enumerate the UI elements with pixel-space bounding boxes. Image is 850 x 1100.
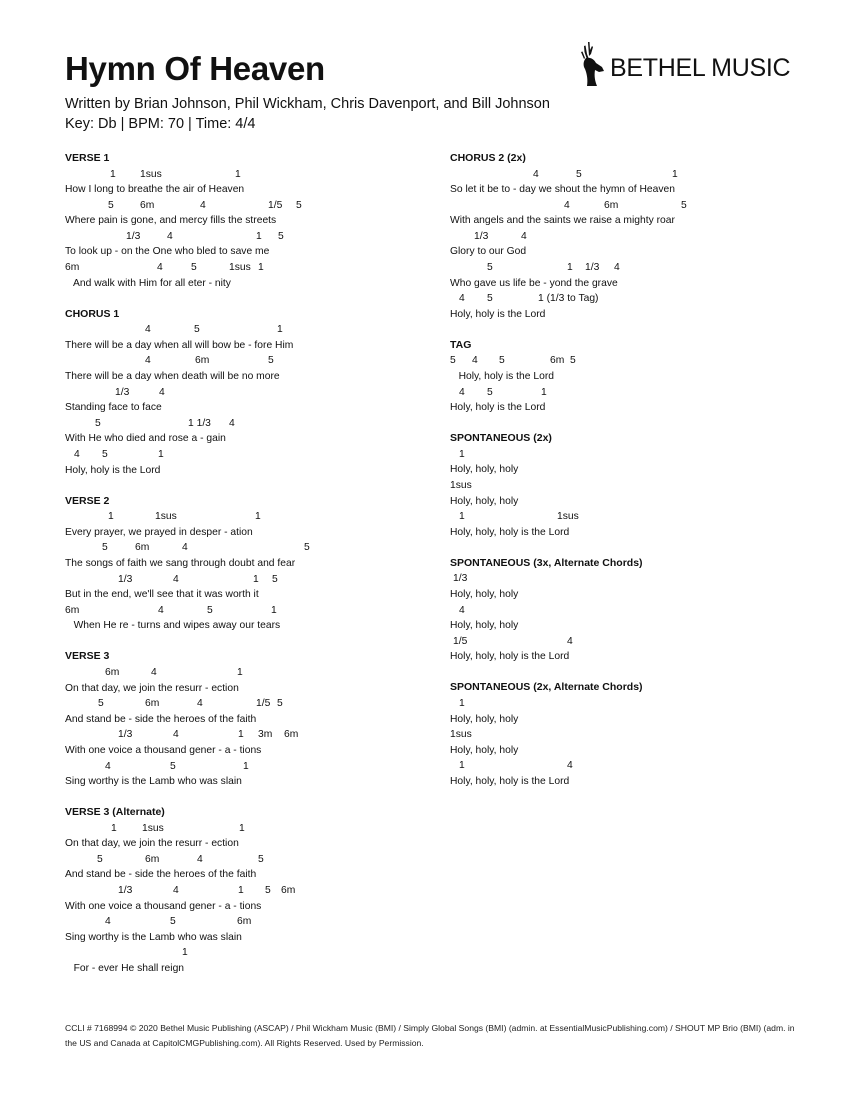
chord: 1: [459, 697, 465, 709]
chord: 5: [207, 604, 213, 616]
chord-line: [450, 696, 830, 712]
lyric-line: Holy, holy is the Lord: [65, 464, 161, 476]
lyric-line: Holy, holy is the Lord: [450, 371, 554, 383]
song-section: [450, 338, 830, 416]
lyric-line: For - ever He shall reign: [65, 963, 185, 975]
chord: 4: [459, 293, 465, 305]
chord: 1 (1/3 to Tag): [538, 293, 599, 305]
chord: 1sus: [140, 168, 162, 180]
section-heading: VERSE 2: [65, 494, 110, 507]
chord: 1sus: [557, 511, 579, 523]
chord: 1 1/3: [188, 417, 211, 429]
chord-line: [450, 167, 830, 183]
chord: 4: [533, 168, 539, 180]
chord-line: [450, 634, 830, 650]
chord: 5: [194, 324, 200, 336]
song-section: [450, 556, 830, 665]
chord: 4: [74, 449, 80, 460]
chord: 1/3: [585, 262, 600, 274]
section-heading: CHORUS 1: [65, 307, 120, 320]
chord-line: [450, 603, 830, 619]
chord-line: [65, 883, 445, 899]
lyric-line: Sing worthy is the Lamb who was slain: [65, 931, 242, 943]
chord: 5: [450, 355, 456, 367]
lyric-line: But in the end, we'll see that it was worth it: [65, 589, 259, 601]
song-section: [65, 805, 445, 976]
chord: 4: [459, 386, 465, 398]
section-heading: VERSE 3 (Alternate): [65, 806, 165, 819]
chord: 5: [98, 698, 104, 710]
chord: 4: [229, 417, 235, 429]
chord: 4: [173, 885, 179, 897]
lyric-line: How I long to breathe the air of Heaven: [65, 184, 245, 196]
chord-line: [65, 385, 445, 401]
song-section: [450, 431, 830, 540]
chord: 4: [159, 386, 165, 398]
chord: 5: [278, 230, 284, 242]
lyric-line: Holy, holy, holy is the Lord: [450, 526, 570, 538]
lyric-line: And stand be - side the heroes of the faith: [65, 869, 257, 881]
chord: 6m: [195, 355, 210, 367]
chord-line: [65, 696, 445, 712]
chord: 6m: [65, 262, 80, 274]
chord-line: [65, 572, 445, 588]
chord: 4: [567, 760, 573, 772]
chord: 1: [541, 386, 547, 398]
lyric-line: Holy, holy, holy is the Lord: [450, 651, 570, 663]
chord: 4: [197, 853, 203, 865]
chord-line: [65, 759, 445, 775]
chord: 1: [238, 885, 244, 897]
chord: 6m: [284, 729, 299, 741]
chord: 4: [472, 355, 478, 367]
chord: 5: [499, 355, 505, 367]
chord: 5: [304, 542, 310, 554]
lyric-line: There will be a day when all will bow be - fore Him: [65, 339, 294, 351]
chord: 5: [277, 698, 283, 710]
chord: 1/3: [115, 386, 130, 398]
chord: 4: [182, 542, 188, 554]
chord: 4: [158, 604, 164, 616]
chord-line: [450, 385, 830, 401]
lyric-line: Who gave us life be - yond the grave: [450, 277, 618, 289]
chord: 4: [105, 760, 111, 772]
lyric-line: And walk with Him for all eter - nity: [65, 277, 231, 289]
chord: 4: [145, 355, 151, 367]
chord-line: [65, 665, 445, 681]
chord-line: [65, 914, 445, 930]
chord: 1/5: [268, 199, 283, 211]
chord: 5: [258, 853, 264, 865]
chord: 5: [681, 199, 687, 211]
chord: 5: [272, 573, 278, 585]
chord-line: [65, 167, 445, 183]
chord-line: [65, 540, 445, 556]
lyric-line: 1sus: [450, 729, 472, 741]
chord-line: [65, 945, 445, 961]
lyric-line: Holy, holy, holy: [450, 495, 519, 507]
chord-line: [450, 229, 830, 245]
chord: 5: [108, 199, 114, 211]
chord: 1: [158, 449, 164, 460]
chord: 1sus: [229, 262, 251, 274]
chord-line: [65, 727, 445, 743]
chord: 4: [167, 230, 173, 242]
chord-line: [450, 353, 830, 369]
section-heading: SPONTANEOUS (2x, Alternate Chords): [450, 681, 643, 694]
chord: 1: [459, 511, 465, 523]
chord: 5: [102, 449, 108, 460]
chord: 6m: [105, 666, 120, 678]
chord: 5: [487, 386, 493, 398]
lyric-line: There will be a day when death will be no more: [65, 371, 280, 383]
lyric-line: Every prayer, we prayed in desper - ation: [65, 526, 253, 538]
song-title: Hymn Of Heaven: [65, 50, 325, 87]
writers-credit: Written by Brian Johnson, Phil Wickham, Chris Davenport, and Bill Johnson: [65, 96, 550, 112]
song-section: [450, 680, 830, 789]
chord: 5: [102, 542, 108, 554]
chord: 1: [238, 729, 244, 741]
lyric-line: Holy, holy, holy: [450, 588, 519, 600]
lyric-line: Holy, holy, holy: [450, 713, 519, 725]
chord: 1: [277, 324, 283, 336]
lyric-line: Holy, holy is the Lord: [450, 402, 546, 414]
lyric-line: With one voice a thousand gener - a - tions: [65, 900, 262, 912]
lyric-line: Glory to our God: [450, 246, 527, 258]
chord: 6m: [237, 916, 252, 928]
chord: 1: [108, 511, 114, 523]
chord: 1/3: [474, 230, 489, 242]
lyric-line: On that day, we join the resurr - ection: [65, 682, 239, 694]
song-section: [65, 151, 445, 291]
lyric-line: Holy, holy, holy: [450, 620, 519, 632]
chord: 6m: [145, 698, 160, 710]
chord: 1: [256, 230, 262, 242]
chord: 1/3: [126, 230, 141, 242]
chord: 1: [459, 760, 465, 772]
lyric-line: Where pain is gone, and mercy fills the streets: [65, 215, 277, 227]
lyric-line: The songs of faith we sang through doubt and fear: [65, 557, 296, 569]
section-heading: VERSE 1: [65, 152, 110, 164]
chord-line: [65, 603, 445, 619]
chord: 5: [570, 355, 576, 367]
chord: 6m: [65, 604, 80, 616]
section-heading: SPONTANEOUS (3x, Alternate Chords): [450, 556, 643, 569]
chord-line: [65, 260, 445, 276]
lyric-line: Holy, holy, holy: [450, 464, 519, 476]
chord-line: [65, 198, 445, 214]
song-section: [65, 307, 445, 478]
bethel-music-logo: [578, 40, 791, 90]
chord: 5: [576, 168, 582, 180]
chord: 1: [182, 947, 188, 959]
chord-line: [65, 852, 445, 868]
chord: 6m: [550, 355, 565, 367]
chord: 1: [111, 822, 117, 834]
chord: 4: [200, 199, 206, 211]
chord: 1: [239, 822, 245, 834]
lyric-line: Holy, holy, holy: [450, 744, 519, 756]
key-bpm-time: Key: Db | BPM: 70 | Time: 4/4: [65, 116, 256, 132]
lyric-line: With angels and the saints we raise a mighty roar: [450, 215, 675, 227]
lyric-line: Holy, holy, holy is the Lord: [450, 775, 570, 787]
chord: 4: [145, 324, 151, 336]
lyric-line: On that day, we join the resurr - ection: [65, 838, 239, 850]
chord: 1/3: [453, 573, 468, 585]
chord: 6m: [135, 542, 150, 554]
song-section: [450, 151, 830, 322]
chord-line: [450, 291, 830, 307]
chord: 1: [567, 262, 573, 274]
lyric-line: To look up - on the One who bled to save me: [65, 246, 270, 258]
chord: 1/5: [453, 635, 468, 647]
chord: 6m: [281, 885, 296, 897]
chord: 6m: [140, 199, 155, 211]
chord: 1/3: [118, 729, 133, 741]
lyric-line: So let it be to - day we shout the hymn of Heaven: [450, 184, 675, 196]
lyric-line: And stand be - side the heroes of the faith: [65, 713, 257, 725]
chord: 5: [487, 293, 493, 305]
chord: 1: [672, 168, 678, 180]
chord: 4: [151, 666, 157, 678]
chord: 4: [105, 916, 111, 928]
chord: 4: [521, 230, 527, 242]
chord: 5: [170, 916, 176, 928]
song-section: [65, 494, 445, 634]
chord-line: [65, 322, 445, 338]
chord: 1sus: [142, 822, 164, 834]
chord: 4: [197, 698, 203, 710]
chord: 4: [157, 262, 163, 274]
chord-line: [450, 509, 830, 525]
chord-line: [65, 353, 445, 369]
section-heading: VERSE 3: [65, 650, 110, 663]
chord: 1: [237, 666, 243, 678]
chord-line: [65, 229, 445, 245]
chord: 5: [487, 262, 493, 274]
chord: 6m: [145, 853, 160, 865]
chord-line: [450, 447, 830, 463]
chord-line: [450, 571, 830, 587]
chord: 4: [459, 604, 465, 616]
chord: 1: [235, 168, 241, 180]
section-heading: CHORUS 2 (2x): [450, 152, 526, 164]
chord: 5: [97, 853, 103, 865]
right-column: [450, 151, 830, 805]
song-section: [65, 649, 445, 789]
chord: 1/3: [118, 573, 133, 585]
lyric-line: Sing worthy is the Lamb who was slain: [65, 776, 242, 788]
chord: 5: [296, 199, 302, 211]
chord-line: [450, 758, 830, 774]
chord: 6m: [604, 199, 619, 211]
chord-line: [65, 509, 445, 525]
chord: 4: [567, 635, 573, 647]
chord-line: [65, 416, 445, 432]
chord: 1: [110, 168, 116, 180]
chord: 4: [173, 573, 179, 585]
left-column: [65, 151, 445, 992]
lyric-line: Holy, holy is the Lord: [450, 308, 546, 320]
chord: 4: [564, 199, 570, 211]
lyric-line: 1sus: [450, 480, 472, 491]
deer-head-icon: [578, 40, 606, 88]
section-heading: SPONTANEOUS (2x): [450, 432, 552, 445]
lyric-line: With one voice a thousand gener - a - tions: [65, 744, 262, 756]
section-heading: TAG: [450, 338, 472, 351]
chord: 1: [258, 262, 264, 274]
chord-line: [65, 447, 445, 463]
chord: 4: [173, 729, 179, 741]
chord: 5: [265, 885, 271, 897]
chord: 1: [243, 760, 249, 772]
chord: 1: [255, 511, 261, 523]
chord: 1/5: [256, 698, 271, 710]
lyric-line: When He re - turns and wipes away our tears: [65, 620, 281, 632]
lyric-line: With He who died and rose a - gain: [65, 433, 226, 445]
chord-line: [450, 260, 830, 276]
chord: 1: [253, 573, 259, 585]
chord: 1: [459, 448, 465, 460]
chord-line: [65, 821, 445, 837]
lyric-line: Standing face to face: [65, 402, 162, 414]
chord: 5: [95, 417, 101, 429]
chord: 1sus: [155, 511, 177, 523]
chord: 1/3: [118, 885, 133, 897]
chord: 5: [170, 760, 176, 772]
chord: 4: [614, 262, 620, 274]
chord-line: [450, 198, 830, 214]
chord: 5: [268, 355, 274, 367]
chord: 5: [191, 262, 197, 274]
chord: 3m: [258, 729, 273, 741]
copyright-footer: CCLI # 7168994 © 2020 Bethel Music Publishing (ASCAP) / Phil Wickham Music (BMI) / Simply Global Songs (BMI) (admin. at EssentialMusicPublishing.com) / SHOUT MP Brio (BMI) (adm. in the US and Canada at CapitolCMGPublishing.com). All Rights Reserved. Used by Permission.: [65, 1023, 795, 1048]
chord: 1: [271, 604, 277, 616]
logo-text: BETHEL MUSIC: [610, 54, 791, 82]
